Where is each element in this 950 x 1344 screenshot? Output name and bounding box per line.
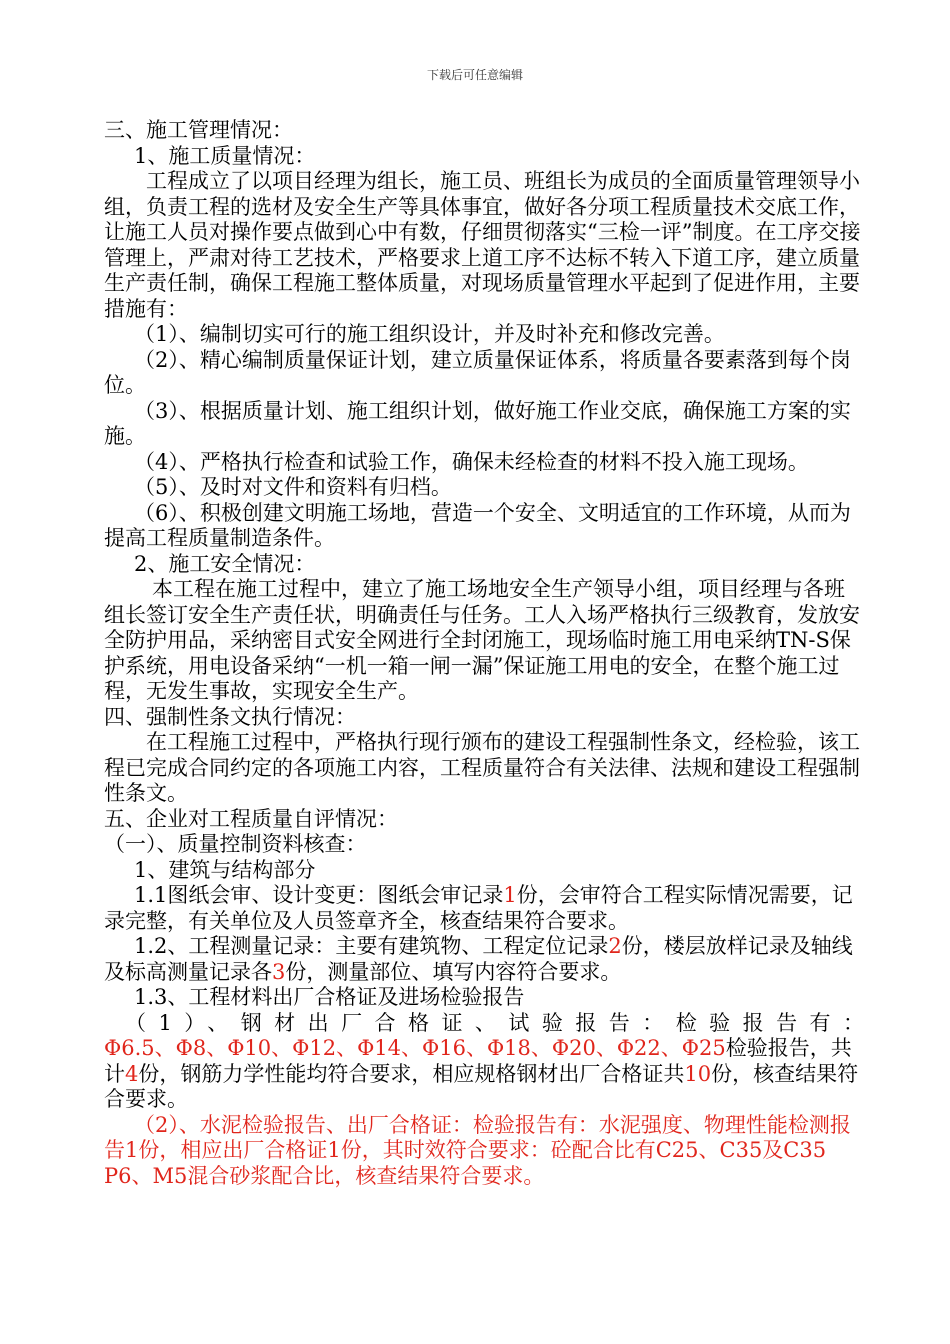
cement-report: （2）、水泥检验报告、出厂合格证：检验报告有：水泥强度、物理性能检测报告1份，相应出厂合格证1份，其时效符合要求：砼配合比有C25、C35及C35 P6、M5混合砂浆配合比，核查结果符合要求。 [104, 1112, 851, 1188]
mandatory-paragraph: 在工程施工过程中，严格执行现行颁布的建设工程强制性条文，经检验，该工程已完成合同约定的各项施工内容，工程质量符合有关法律、法规和建设工程强制性条文。 [104, 730, 860, 805]
steel-count-1: 4 [125, 1061, 139, 1086]
section-5-1-title: （一）、质量控制资料核查： [104, 832, 367, 856]
steel-sizes: Φ6.5、Φ8、Φ10、Φ12、Φ14、Φ16、Φ18、Φ20、Φ22、Φ25 [104, 1036, 726, 1060]
measure-1: （1）、编制切实可行的施工组织设计，并及时补充和修改完善。 [134, 322, 725, 346]
quality-paragraph: 工程成立了以项目经理为组长，施工员、班组长为成员的全面质量管理领导小组，负责工程的选材及安全生产等具体事宜，做好各分项工程质量技术交底工作，让施工人员对操作要点做到心中有数，仔细贯彻落实“三检一评”制度。在工序交接管理上，严肃对待工艺技术，严格要求上道工序不达标不转入下道工序，建立质量生产责任制，确保工程施工整体质量，对现场质量管理水平起到了促进作用，主要措施有： [104, 169, 861, 321]
section-3-title: 三、施工管理情况： [104, 118, 293, 142]
steel-report-body [104, 1036, 864, 1113]
item-1-2-text-c: 份，测量部位、填写内容符合要求。 [285, 959, 622, 984]
item-1-1-text-b: 份，会审符合工程实际情况需要，记录完整，有关单位及人员签章齐全，核查结果符合要求。 [104, 883, 853, 933]
section-3-1-title: 1、施工质量情况： [134, 143, 316, 168]
item-1-2-text-a: 1.2、工程测量记录：主要有建筑物、工程定位记录 [134, 934, 609, 958]
steel-text-b: 份，钢筋力学性能均符合要求，相应规格钢材出厂合格证共 [138, 1061, 685, 1086]
safety-paragraph: 本工程在施工过程中，建立了施工场地安全生产领导小组，项目经理与各班组长签订安全生产责任状，明确责任与任务。工人入场严格执行三级教育，发放安全防护用品，采纳密目式安全网进行全封闭施工，现场临时施工用电采纳TN-S保护系统，用电设备采纳“一机一箱一闸一漏”保证施工用电的安全，在整个施工过程，无发生事故，实现安全生产。 [104, 577, 860, 703]
section-3-2-title: 2、施工安全情况： [134, 551, 316, 576]
section-5-title: 五、企业对工程质量自评情况： [104, 806, 398, 831]
item-1-2-count-2: 3 [272, 959, 286, 984]
measure-3: （3）、根据质量计划、施工组织计划，做好施工作业交底，确保施工方案的实施。 [104, 398, 851, 448]
item-1-2-text-b: 份，楼层放样记录及轴线及标高测量记录各 [104, 934, 853, 984]
measure-2: （2）、精心编制质量保证计划，建立质量保证体系，将质量各要素落到每个岗位。 [104, 347, 851, 397]
item-1-2-count-1: 2 [608, 934, 622, 958]
item-1-1-count: 1 [503, 883, 517, 907]
steel-text-a: 检验报告，共计 [104, 1036, 852, 1086]
document-body [104, 118, 864, 1189]
item-1-1-text-a: 1.1图纸会审、设计变更：图纸会审记录 [134, 883, 504, 907]
measure-6: （6）、积极创建文明施工场地，营造一个安全、文明适宜的工作环境，从而为提高工程质量制造条件。 [104, 500, 851, 550]
building-structure-title: 1、建筑与结构部分 [134, 857, 316, 882]
item-1-2 [104, 934, 864, 985]
item-1-3: 1.3、工程材料出厂合格证及进场检验报告 [134, 985, 525, 1009]
section-4-title: 四、强制性条文执行情况： [104, 704, 356, 729]
steel-text-c: 份，核查结果符合要求。 [104, 1061, 859, 1111]
page-header: 下载后可任意编辑 [426, 68, 523, 82]
steel-count-2: 10 [684, 1061, 712, 1086]
steel-report-heading: （1）、钢材出厂合格证、试验报告：检验报告有： [125, 1010, 864, 1035]
measure-4: （4）、严格执行检查和试验工作，确保未经检查的材料不投入施工现场。 [134, 449, 809, 474]
measure-5: （5）、及时对文件和资料有归档。 [134, 475, 452, 499]
item-1-1 [104, 883, 864, 934]
